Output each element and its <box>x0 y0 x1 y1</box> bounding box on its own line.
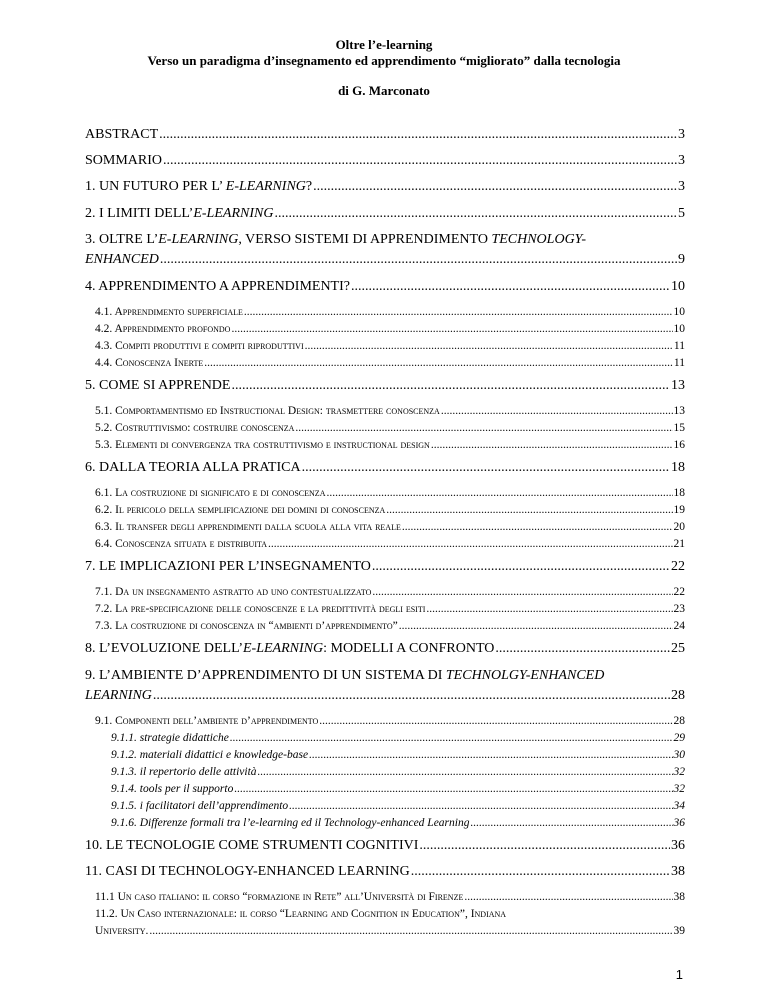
toc-entry-5-3[interactable]: 5.3. Elementi di convergenza tra costruttivismo e instructional design ..... 16 <box>95 439 685 451</box>
toc-entry-9-1-1[interactable]: 9.1.1. strategie didattiche ..... 29 <box>111 732 685 744</box>
toc-entry-9-line1[interactable]: 9. L’AMBIENTE D’APPRENDIMENTO DI UN SISTEMA DI TECHNOLGY-ENHANCED <box>85 668 605 683</box>
toc-entry-11-1[interactable]: 11.1 Un caso italiano: il corso “formazione in Rete” all’Università di Firenze ..... 38 <box>95 891 685 903</box>
toc-entry-10[interactable]: 10. LE TECNOLOGIE COME STRUMENTI COGNITIVI ..... 36 <box>85 838 685 854</box>
toc-entry-11-2[interactable]: University. ..... 39 <box>95 925 685 937</box>
toc-entry-4-4[interactable]: 4.4. Conoscenza Inerte ..... 11 <box>95 357 685 369</box>
toc-entry-11-2-line1[interactable]: 11.2. Un Caso internazionale: il corso “Learning and Cognition in Education”, Indiana <box>95 908 507 920</box>
toc-entry-7-1[interactable]: 7.1. Da un insegnamento astratto ad uno contestualizzato ..... 22 <box>95 586 685 598</box>
toc-entry-9-1-6[interactable]: 9.1.6. Differenze formali tra l’e-learning ed il Technology-enhanced Learning ..... 36 <box>111 817 685 829</box>
toc-entry-7[interactable]: 7. LE IMPLICAZIONI PER L’INSEGNAMENTO ..... 22 <box>85 559 685 575</box>
toc-entry-11[interactable]: 11. CASI DI TECHNOLOGY-ENHANCED LEARNING ..... 38 <box>85 864 685 880</box>
toc-entry-6-1[interactable]: 6.1. La costruzione di significato e di conoscenza ..... 18 <box>95 487 685 499</box>
toc-entry-6[interactable]: 6. DALLA TEORIA ALLA PRATICA ..... 18 <box>85 460 685 476</box>
toc-entry-4-3[interactable]: 4.3. Compiti produttivi e compiti riproduttivi ..... 11 <box>95 340 685 352</box>
document-subtitle: Verso un paradigma d’insegnamento ed apprendimento “migliorato” dalla tecnologia <box>147 53 621 68</box>
toc-entry-9-1-2[interactable]: 9.1.2. materiali didattici e knowledge-base ..... 30 <box>111 749 685 761</box>
toc-entry-9-1[interactable]: 9.1. Componenti dell’ambiente d’apprendimento ..... 28 <box>95 715 685 727</box>
document-title: Oltre l’e-learning <box>335 37 433 52</box>
toc-entry-3[interactable]: ENHANCED ..... 9 <box>85 252 685 268</box>
toc-entry-3-line1[interactable]: 3. OLTRE L’E-LEARNING, VERSO SISTEMI DI APPRENDIMENTO TECHNOLOGY- <box>85 232 587 247</box>
toc-entry-7-3[interactable]: 7.3. La costruzione di conoscenza in “ambienti d’apprendimento” ..... 24 <box>95 620 685 632</box>
toc-entry-5-2[interactable]: 5.2. Costruttivismo: costruire conoscenza ..... 15 <box>95 422 685 434</box>
toc-entry-1[interactable]: 1. UN FUTURO PER L’ E-LEARNING? ..... 3 <box>85 179 685 195</box>
toc-entry-8[interactable]: 8. L’EVOLUZIONE DELL’E-LEARNING: MODELLI A CONFRONTO ..... 25 <box>85 641 685 657</box>
toc-entry-4-1[interactable]: 4.1. Apprendimento superficiale ..... 10 <box>95 306 685 318</box>
page-number: 1 <box>675 967 683 982</box>
toc-entry-5[interactable]: 5. COME SI APPRENDE ..... 13 <box>85 378 685 394</box>
toc-entry-abstract[interactable]: ABSTRACT ..... 3 <box>85 127 685 143</box>
toc-entry-sommario[interactable]: SOMMARIO ..... 3 <box>85 153 685 169</box>
document-author: di G. Marconato <box>338 83 430 98</box>
toc-entry-9-1-5[interactable]: 9.1.5. i facilitatori dell’apprendimento ..... 34 <box>111 800 685 812</box>
toc-entry-2[interactable]: 2. I LIMITI DELL’E-LEARNING ..... 5 <box>85 206 685 222</box>
toc-entry-6-2[interactable]: 6.2. Il pericolo della semplificazione dei domini di conoscenza ..... 19 <box>95 504 685 516</box>
toc-entry-4[interactable]: 4. APPRENDIMENTO A APPRENDIMENTI? ..... 10 <box>85 279 685 295</box>
toc-entry-7-2[interactable]: 7.2. La pre-specificazione delle conoscenze e la predittività degli esiti ..... 23 <box>95 603 685 615</box>
toc-entry-9-1-4[interactable]: 9.1.4. tools per il supporto ..... 32 <box>111 783 685 795</box>
toc-entry-6-3[interactable]: 6.3. Il transfer degli apprendimenti dalla scuola alla vita reale ..... 20 <box>95 521 685 533</box>
toc-entry-5-1[interactable]: 5.1. Comportamentismo ed Instructional Design: trasmettere conoscenza ..... 13 <box>95 405 685 417</box>
toc-entry-9[interactable]: LEARNING ..... 28 <box>85 688 685 704</box>
toc-entry-9-1-3[interactable]: 9.1.3. il repertorio delle attività ..... 32 <box>111 766 685 778</box>
toc-entry-6-4[interactable]: 6.4. Conoscenza situata e distribuita ..... 21 <box>95 538 685 550</box>
toc-entry-4-2[interactable]: 4.2. Apprendimento profondo ..... 10 <box>95 323 685 335</box>
